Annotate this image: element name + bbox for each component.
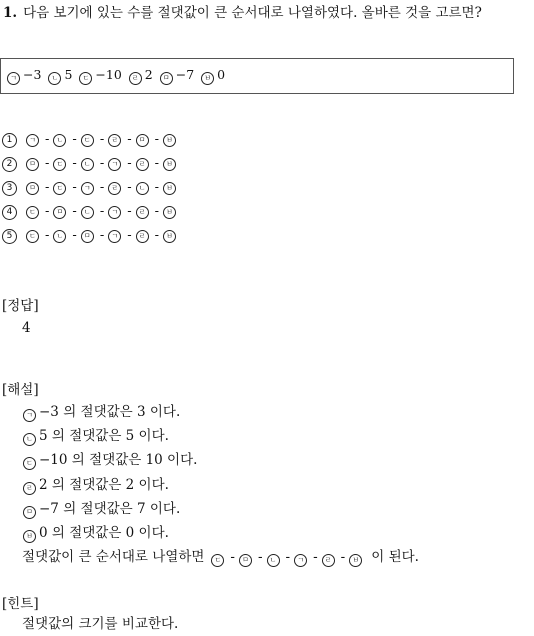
circled-mark: ㄱ	[108, 158, 121, 171]
circled-mark: ㄱ	[26, 134, 39, 147]
circled-mark: ㅁ	[23, 506, 36, 519]
circled-mark: ㄷ	[53, 158, 66, 171]
circled-mark: ㄷ	[53, 182, 66, 195]
circled-mark: ㅁ	[26, 158, 39, 171]
circled-mark: ㅂ	[163, 182, 176, 195]
question-number: 1.	[3, 5, 18, 21]
option-4[interactable]	[2, 200, 179, 224]
circled-mark: ㄹ	[136, 230, 149, 243]
circled-mark: ㄱ	[81, 182, 94, 195]
dash-separator: -	[285, 549, 291, 566]
circled-mark: ㄴ	[53, 134, 66, 147]
dash-separator: -	[45, 180, 50, 195]
option-number: 1	[2, 133, 17, 148]
option-1[interactable]	[2, 128, 179, 152]
dash-separator: -	[45, 204, 50, 219]
option-2[interactable]	[2, 152, 179, 176]
circled-mark: ㄹ	[108, 134, 121, 147]
dash-separator: -	[154, 204, 160, 219]
option-number: 4	[2, 205, 17, 220]
circled-mark: ㄴ	[81, 206, 94, 219]
explanation-line: ㄴ 5 의 절댓값은 5 이다.	[22, 424, 419, 448]
circled-mark: ㅂ	[163, 134, 176, 147]
circled-mark: ㄹ	[108, 182, 121, 195]
box-item: ㅂ 0	[200, 67, 225, 85]
dash-separator: -	[154, 180, 160, 195]
dash-separator: -	[72, 228, 77, 243]
circled-mark: ㅂ	[163, 230, 176, 243]
dash-separator: -	[45, 132, 50, 147]
box-item: ㄹ 2	[128, 67, 153, 85]
circled-mark: ㄱ	[108, 230, 121, 243]
circled-mark: ㅂ	[349, 554, 362, 567]
explanation-line: ㅁ −7 의 절댓값은 7 이다.	[22, 497, 419, 521]
circled-mark: ㅂ	[163, 206, 176, 219]
hint-heading: [힌트]	[2, 596, 39, 612]
answer-options	[2, 128, 179, 248]
dash-separator: -	[99, 204, 105, 219]
circled-mark: ㄹ	[136, 158, 149, 171]
option-5[interactable]	[2, 224, 179, 248]
dash-separator: -	[230, 549, 235, 566]
circled-mark: ㅁ	[53, 206, 66, 219]
circled-mark: ㄷ	[79, 72, 92, 85]
dash-separator: -	[72, 156, 77, 171]
example-box	[0, 58, 514, 94]
circled-mark: ㄹ	[23, 482, 36, 495]
explanation-line: ㄷ −10 의 절댓값은 10 이다.	[22, 448, 419, 472]
circled-mark: ㄴ	[136, 182, 149, 195]
dash-separator: -	[127, 204, 132, 219]
circled-mark: ㄹ	[322, 554, 335, 567]
circled-mark: ㅂ	[201, 72, 214, 85]
explanation-heading: [해설]	[2, 382, 39, 398]
circled-mark: ㄱ	[23, 409, 36, 422]
box-item: ㄱ −3	[6, 67, 41, 85]
option-number: 2	[2, 157, 17, 172]
box-item: ㄴ 5	[47, 67, 72, 85]
option-number: 3	[2, 181, 17, 196]
circled-mark: ㅁ	[26, 182, 39, 195]
box-item: ㄷ −10	[78, 67, 121, 85]
circled-mark: ㄱ	[7, 72, 20, 85]
option-3[interactable]	[2, 176, 179, 200]
circled-mark: ㄴ	[81, 158, 94, 171]
dash-separator: -	[72, 204, 77, 219]
dash-separator: -	[340, 549, 346, 566]
circled-mark: ㄷ	[23, 457, 36, 470]
circled-mark: ㅂ	[23, 530, 36, 543]
circled-mark: ㅁ	[160, 72, 173, 85]
dash-separator: -	[127, 156, 132, 171]
question	[3, 3, 531, 23]
dash-separator: -	[45, 228, 50, 243]
dash-separator: -	[127, 180, 132, 195]
circled-mark: ㅂ	[163, 158, 176, 171]
dash-separator: -	[154, 156, 160, 171]
answer-value: 4	[22, 320, 31, 336]
answer-heading: [정답]	[2, 298, 39, 314]
dash-separator: -	[99, 180, 105, 195]
explanation-conclusion: 절댓값이 큰 순서대로 나열하면 ㄷ - ㅁ - ㄴ - ㄱ - ㄹ - ㅂ 이 된다.	[22, 549, 419, 566]
circled-mark: ㄷ	[211, 554, 224, 567]
circled-mark: ㄷ	[81, 134, 94, 147]
hint-text: 절댓값의 크기를 비교한다.	[22, 616, 179, 632]
dash-separator: -	[72, 132, 77, 147]
circled-mark: ㄹ	[136, 206, 149, 219]
circled-mark: ㄴ	[23, 433, 36, 446]
explanation-line: ㅂ 0 의 절댓값은 0 이다.	[22, 521, 419, 545]
circled-mark: ㄱ	[294, 554, 307, 567]
circled-mark: ㄷ	[26, 230, 39, 243]
circled-mark: ㄴ	[53, 230, 66, 243]
circled-mark: ㅁ	[81, 230, 94, 243]
dash-separator: -	[313, 549, 318, 566]
circled-mark: ㄱ	[108, 206, 121, 219]
circled-mark: ㄴ	[267, 554, 280, 567]
dash-separator: -	[99, 132, 105, 147]
box-item: ㅁ −7	[159, 67, 194, 85]
dash-separator: -	[127, 132, 132, 147]
circled-mark: ㄷ	[26, 206, 39, 219]
dash-separator: -	[154, 132, 160, 147]
dash-separator: -	[72, 180, 77, 195]
option-number: 5	[2, 229, 17, 244]
dash-separator: -	[257, 549, 263, 566]
dash-separator: -	[99, 156, 105, 171]
question-text: 다음 보기에 있는 수를 절댓값이 큰 순서대로 나열하였다. 올바른 것을 고르면?	[23, 5, 482, 21]
circled-mark: ㅁ	[239, 554, 252, 567]
circled-mark: ㅁ	[136, 134, 149, 147]
explanation-body	[22, 400, 419, 569]
circled-mark: ㄴ	[48, 72, 61, 85]
dash-separator: -	[99, 228, 105, 243]
circled-mark: ㄹ	[129, 72, 142, 85]
dash-separator: -	[154, 228, 160, 243]
dash-separator: -	[127, 228, 132, 243]
dash-separator: -	[45, 156, 50, 171]
explanation-line: ㄱ −3 의 절댓값은 3 이다.	[22, 400, 419, 424]
explanation-line: ㄹ 2 의 절댓값은 2 이다.	[22, 473, 419, 497]
